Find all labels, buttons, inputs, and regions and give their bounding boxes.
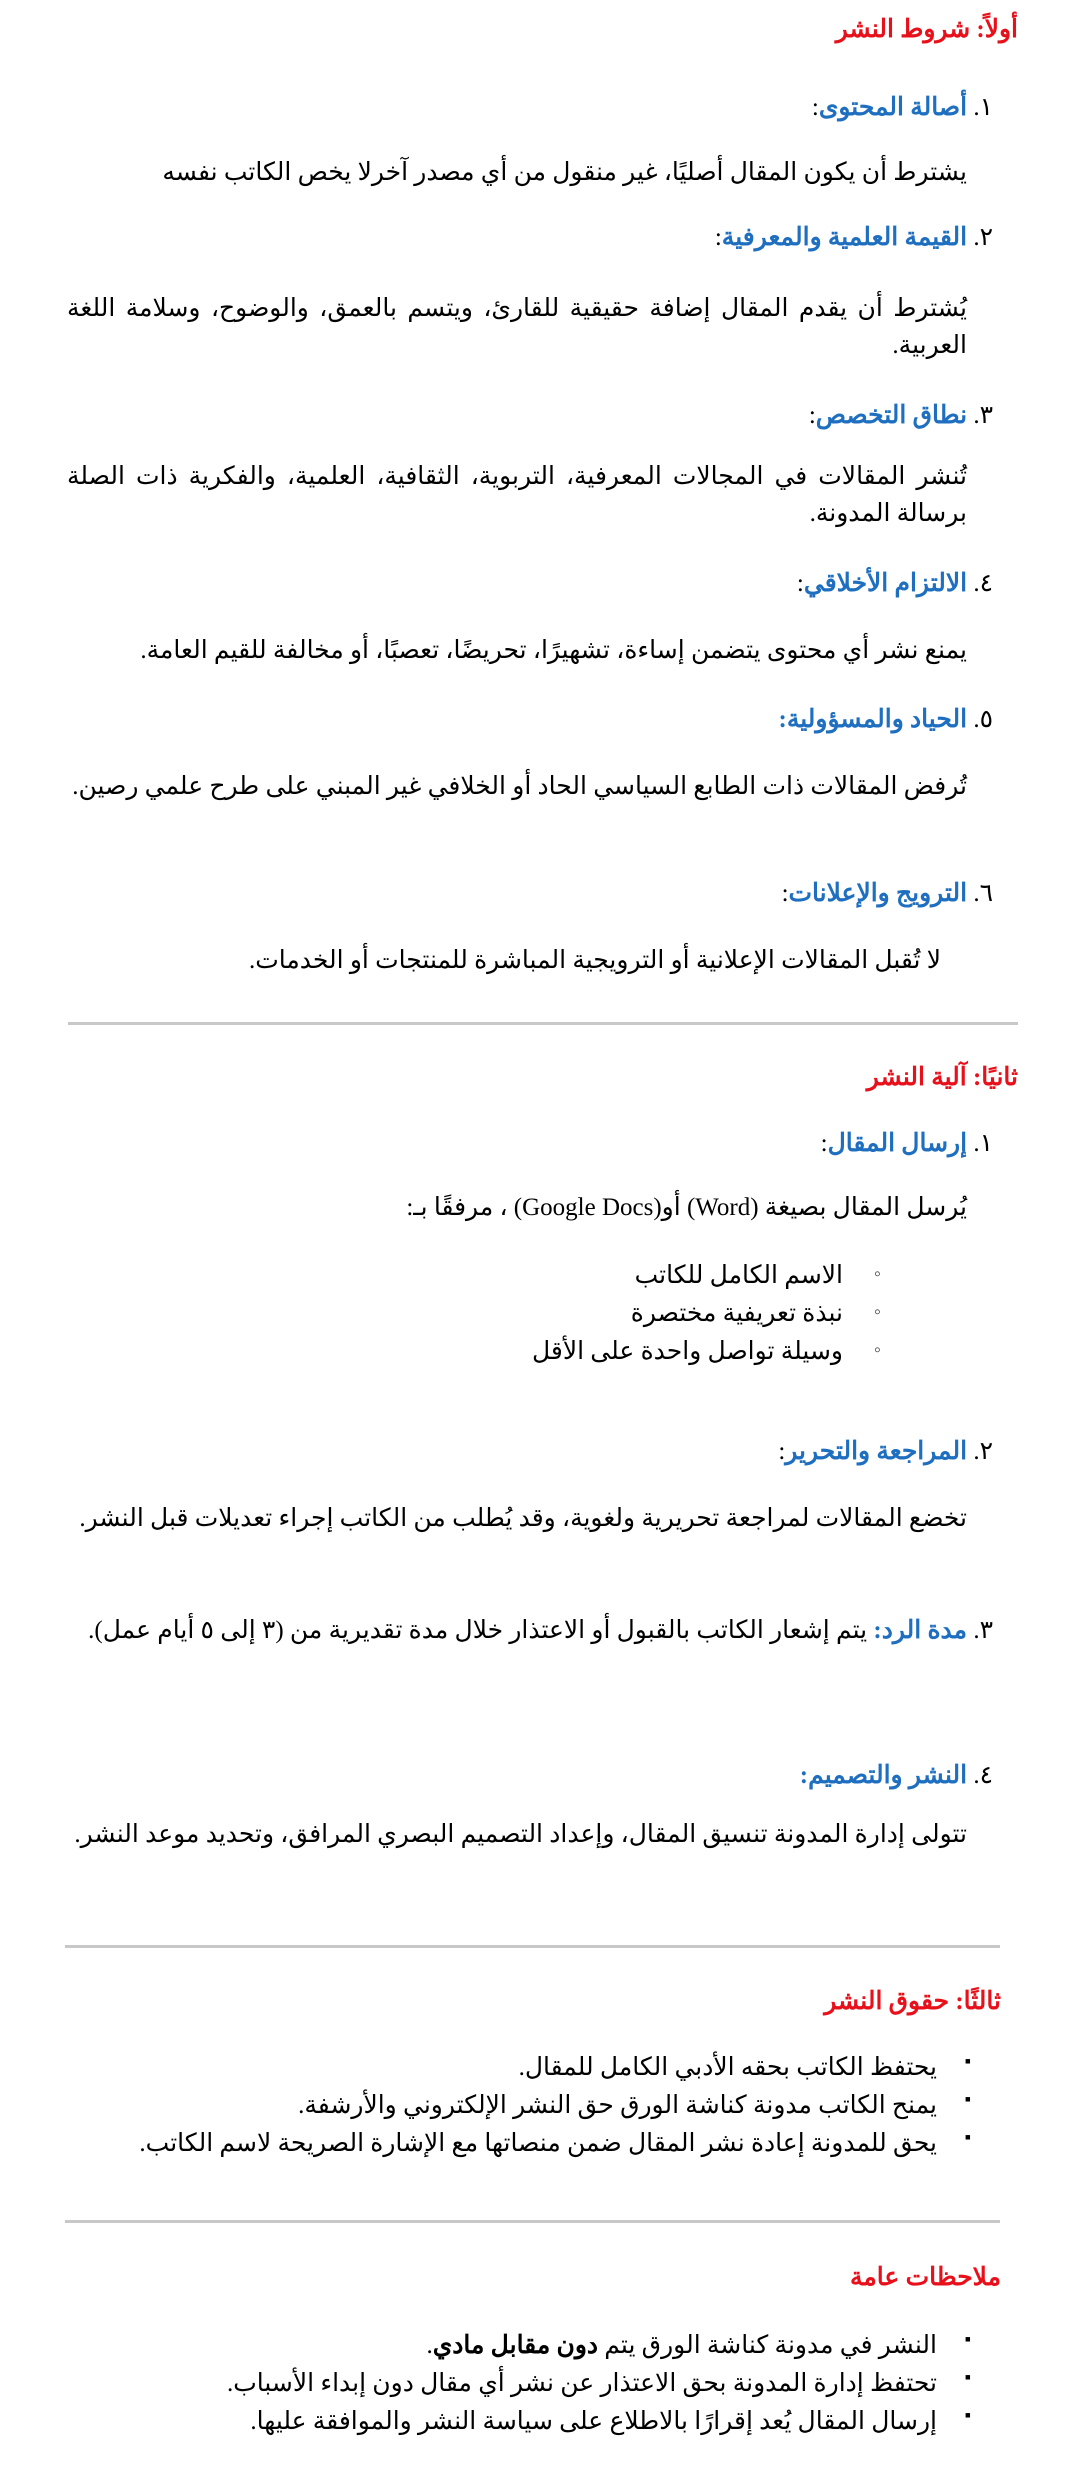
section-title-copyright: ثالثًا: حقوق النشر <box>824 1988 1001 2015</box>
item-heading-submission: ١. إرسال المقال: <box>820 1130 993 1157</box>
item-body-submission: يُرسل المقال بصيغة (Word) أو(Google Docs) ، مرفقًا بـ: <box>406 1194 967 1221</box>
item-heading-text: نطاق التخصص <box>815 402 968 429</box>
item-heading-design <box>800 1760 993 1790</box>
item-number: ٢. <box>973 224 993 251</box>
item-heading-advertising: ٦. الترويج والإعلانات: <box>781 880 993 907</box>
subitem-contact-method: ◦ وسيلة تواصل واحدة على الأقل <box>532 1336 843 1366</box>
item-number: ٤. <box>973 1762 993 1789</box>
item-heading-scope: ٣. نطاق التخصص: <box>808 402 993 429</box>
item-heading-neutrality: ٥. الحياد والمسؤولية: <box>778 706 993 733</box>
item-number: ١. <box>973 94 993 121</box>
item-number: ٢. <box>973 1438 993 1465</box>
item-heading-text: المراجعة والتحرير <box>785 1438 968 1465</box>
subitem-short-bio: ◦ نبذة تعريفية مختصرة <box>631 1298 843 1328</box>
item-heading-text: إرسال المقال <box>827 1130 968 1157</box>
section-divider <box>65 2220 1000 2223</box>
item-body-design: تتولى إدارة المدونة تنسيق المقال، وإعداد التصميم البصري المرافق، وتحديد موعد النشر. <box>74 1821 967 1848</box>
item-heading-text: الترويج والإعلانات <box>788 880 968 907</box>
item-body-originality: يشترط أن يكون المقال أصليًا، غير منقول من أي مصدر آخرلا يخص الكاتب نفسه <box>162 159 967 186</box>
bullet-author-rights: ▪ يحتفظ الكاتب بحقه الأدبي الكامل للمقال. <box>519 2052 937 2082</box>
bullet-electronic-publishing: ▪ يمنح الكاتب مدونة كناشة الورق حق النشر الإلكتروني والأرشفة. <box>298 2090 937 2120</box>
item-heading-text: النشر والتصميم: <box>799 1762 968 1789</box>
item-body-advertising: لا تُقبل المقالات الإعلانية أو الترويجية المباشرة للمنتجات أو الخدمات. <box>248 947 941 974</box>
item-number: ٥. <box>973 706 993 733</box>
bullet-republishing: ▪ يحق للمدونة إعادة نشر المقال ضمن منصاتها مع الإشارة الصريحة لاسم الكاتب. <box>139 2128 937 2158</box>
item-number: ٦. <box>973 880 993 907</box>
item-heading-text: القيمة العلمية والمعرفية <box>721 224 968 251</box>
item-heading-scientific-value: ٢. القيمة العلمية والمعرفية: <box>714 224 993 251</box>
item-number: ٣. <box>973 1617 993 1644</box>
item-heading-text: الحياد والمسؤولية <box>786 706 968 733</box>
bullet-right-to-decline: ▪ تحتفظ إدارة المدونة بحق الاعتذار عن نشر أي مقال دون إبداء الأسباب. <box>227 2368 937 2398</box>
item-body-scientific-value: يُشترط أن يقدم المقال إضافة حقيقية للقارئ، ويتسم بالعمق، والوضوح، وسلامة اللغة العربية. <box>67 295 967 359</box>
item-heading-originality: ١. أصالة المحتوى: <box>811 94 993 121</box>
item-body-response-time: يتم إشعار الكاتب بالقبول أو الاعتذار خلال مدة تقديرية من (٣ إلى ٥ أيام عمل). <box>88 1617 868 1644</box>
item-body-ethics: يمنع نشر أي محتوى يتضمن إساءة، تشهيرًا، تحريضًا، تعصبًا، أو مخالفة للقيم العامة. <box>140 637 967 664</box>
free-publishing-emphasis: دون مقابل مادي <box>432 2332 599 2359</box>
item-body-neutrality: تُرفض المقالات ذات الطابع السياسي الحاد أو الخلافي غير المبني على طرح علمي رصين. <box>72 773 967 800</box>
bullet-free-publishing: ▪ النشر في مدونة كناشة الورق يتم دون مقابل مادي. <box>426 2330 937 2360</box>
item-number: ٤. <box>973 570 993 597</box>
section-title-general-notes: ملاحظات عامة <box>849 2264 1001 2291</box>
section-title-publishing-mechanism: ثانيًا: آلية النشر <box>866 1064 1018 1091</box>
section-title-publishing-conditions: أولاً: شروط النشر <box>835 16 1018 43</box>
bullet-acknowledgment: ▪ إرسال المقال يُعد إقرارًا بالاطلاع على سياسة النشر والموافقة عليها. <box>250 2406 937 2436</box>
item-heading-ethics: ٤. الالتزام الأخلاقي: <box>796 570 993 597</box>
item-body-review: تخضع المقالات لمراجعة تحريرية ولغوية، وقد يُطلب من الكاتب إجراء تعديلات قبل النشر. <box>79 1505 967 1532</box>
item-heading-text: أصالة المحتوى <box>818 94 968 121</box>
item-heading-text: الالتزام الأخلاقي <box>803 570 968 597</box>
item-number: ٣. <box>973 402 993 429</box>
section-divider <box>68 1022 1018 1025</box>
item-heading-text: مدة الرد: <box>873 1617 968 1644</box>
item-heading-review: ٢. المراجعة والتحرير: <box>778 1438 993 1465</box>
item-number: ١. <box>973 1130 993 1157</box>
item-body-scope: تُنشر المقالات في المجالات المعرفية، التربوية، الثقافية، العلمية، والفكرية ذات الصلة برسالة المدونة. <box>67 463 967 527</box>
item-response-time <box>67 1612 993 1649</box>
section-divider <box>65 1945 1000 1948</box>
subitem-full-name: ◦ الاسم الكامل للكاتب <box>635 1260 843 1290</box>
